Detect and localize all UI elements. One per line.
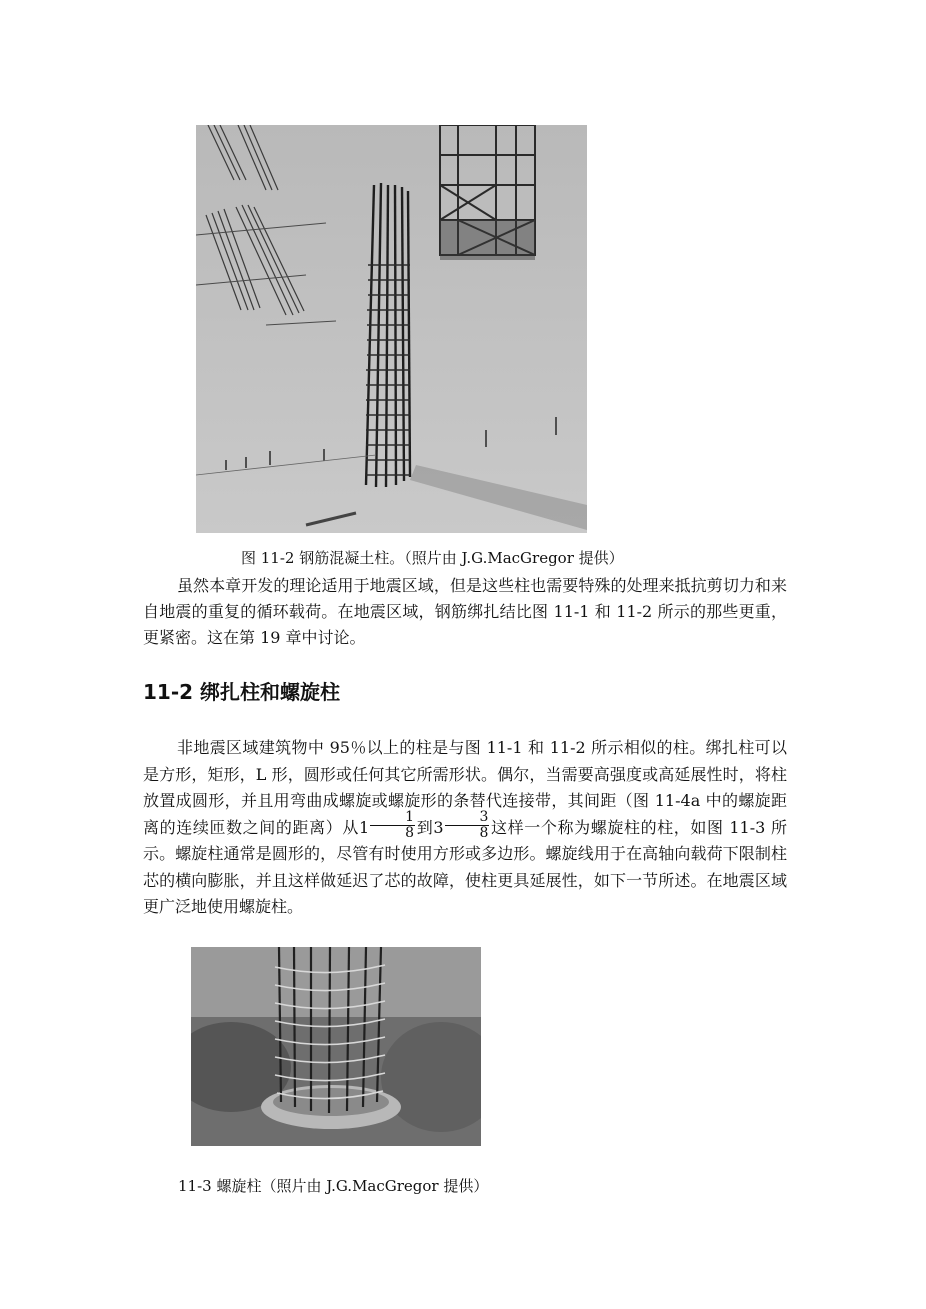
fraction2 xyxy=(445,810,490,841)
figure-11-3-photo xyxy=(191,947,481,1146)
fraction1-numerator: 1 xyxy=(370,810,415,826)
fraction2-whole: 3 xyxy=(433,817,444,837)
figure-11-2-caption: 图 11-2 钢筋混凝土柱。（照片由 J.G.MacGregor 提供） xyxy=(241,549,624,567)
rebar-column-photo xyxy=(196,125,587,533)
paragraph-seismic: 虽然本章开发的理论适用于地震区域，但是这些柱也需要特殊的处理来抵抗剪切力和来自地震的重复的循环载荷。在地震区域，钢筋绑扎结比图 11-1 和 11-2 所示的那些更重，更紧密。这在第 19 章中讨论。 xyxy=(143,576,787,647)
fraction1-whole: 1 xyxy=(358,817,370,837)
fraction1 xyxy=(370,810,415,841)
fraction2-numerator: 3 xyxy=(445,810,490,826)
section-heading: 11-2 绑扎柱和螺旋柱 xyxy=(143,680,341,704)
spiral-column-photo xyxy=(191,947,481,1146)
figure-11-3-caption: 11-3 螺旋柱（照片由 J.G.MacGregor 提供） xyxy=(178,1177,489,1195)
fraction2-denominator: 8 xyxy=(479,824,489,841)
paragraph-tied-spiral-columns xyxy=(143,735,787,921)
figure-11-2-photo xyxy=(196,125,587,533)
to-word: 到 xyxy=(416,817,434,837)
paragraph-text-part1: 非地震区域建筑物中 95％以上的柱是与图 11-1 和 11-2 所示相似的柱。绑扎柱可以是方形，矩形，L 形，圆形或任何其它所需形状。偶尔，当需要高强度或高延展性时，将柱放置成圆形，并且用弯曲成螺旋或螺旋形的条替代连接带，其间距（图 11-4a 中的螺旋距离的连续匝数之间的距离）从 xyxy=(143,738,787,837)
paragraph-text-part2: 这样一个称为螺旋柱的柱，如图 11-3 所示。螺旋柱通常是圆形的，尽管有时使用方形或多边形。螺旋线用于在高轴向载荷下限制柱芯的横向膨胀，并且这样做延迟了芯的故障，使柱更具延展性，如下一节所述。在地震区域更广泛地使用螺旋柱。 xyxy=(143,817,787,916)
fraction1-denominator: 8 xyxy=(405,824,415,841)
